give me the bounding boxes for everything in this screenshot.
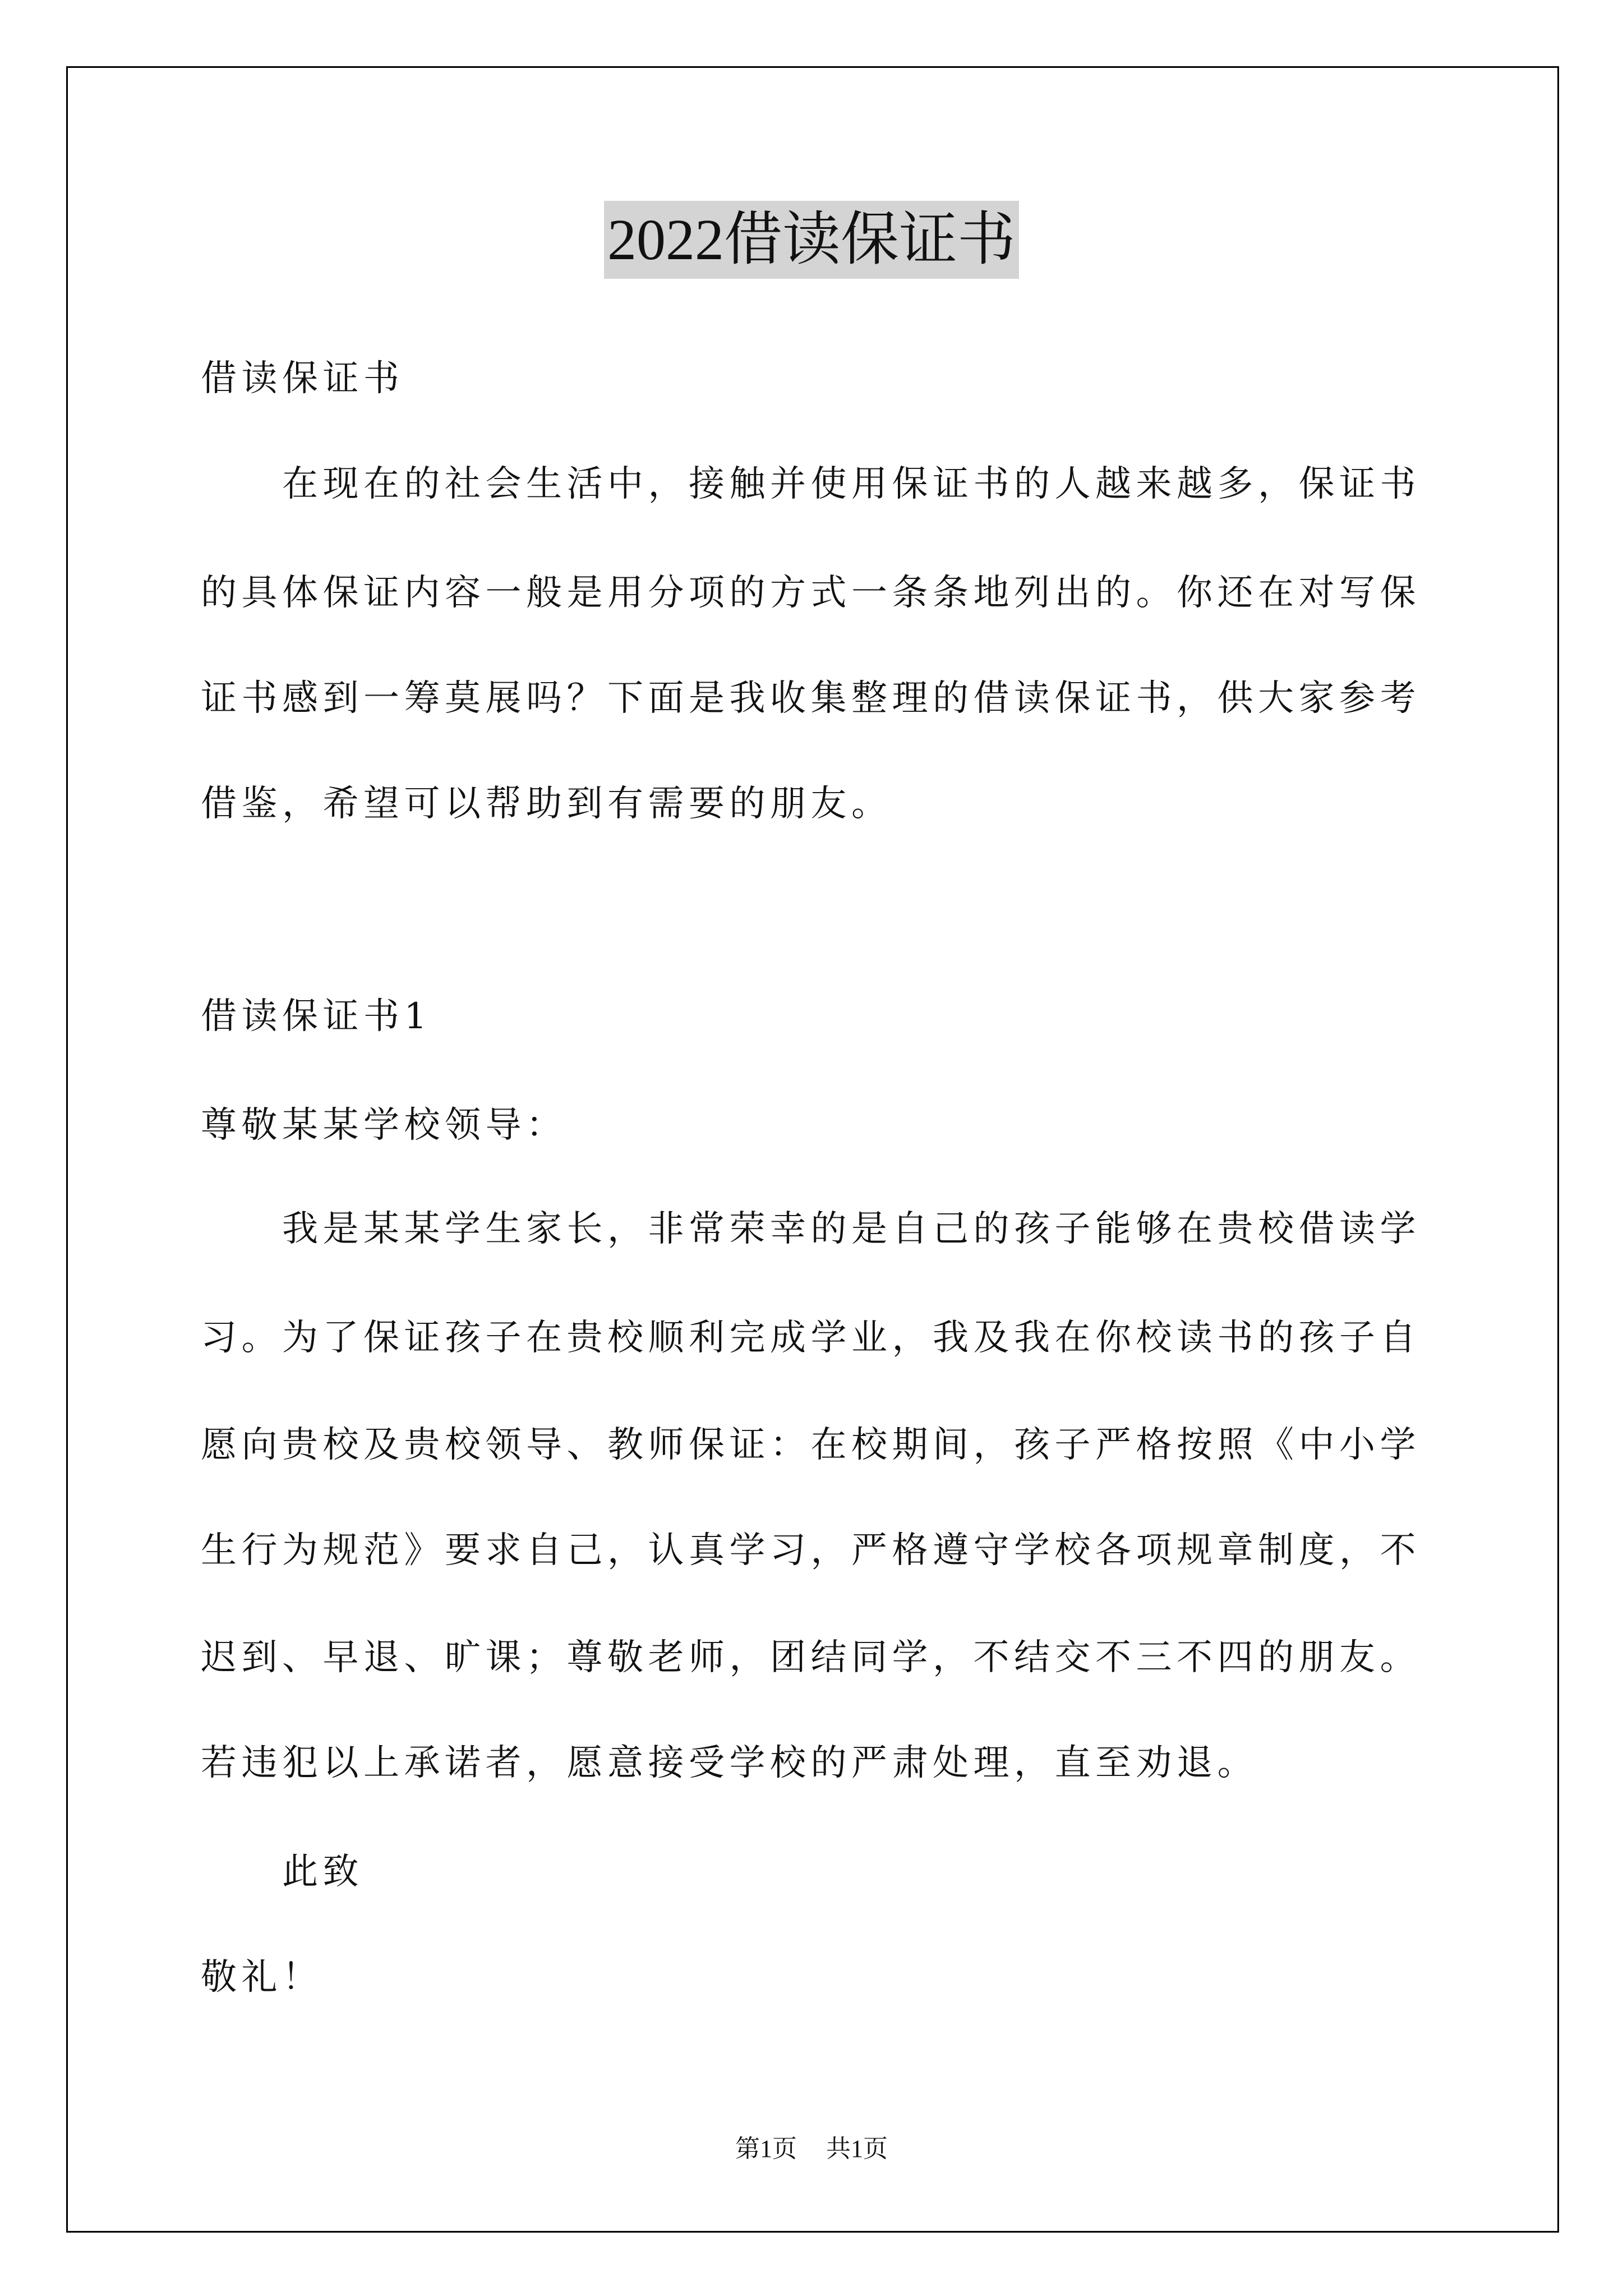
page-number: 第1页 bbox=[735, 2135, 797, 2162]
intro-line: 借鉴，希望可以帮助到有需要的朋友。 bbox=[201, 783, 892, 825]
document-heading: 借读保证书 bbox=[201, 358, 404, 399]
body-line: 我是某某学生家长，非常荣幸的是自己的孩子能够在贵校借读学 bbox=[282, 1208, 1421, 1250]
intro-line: 在现在的社会生活中，接触并使用保证书的人越来越多，保证书 bbox=[282, 463, 1421, 505]
salutation: 尊敬某某学校领导： bbox=[201, 1105, 567, 1146]
intro-line: 的具体保证内容一般是用分项的方式一条条地列出的。你还在对写保 bbox=[201, 572, 1421, 614]
body-line: 若违犯以上承诺者，愿意接受学校的严肃处理，直至劝退。 bbox=[201, 1742, 1258, 1784]
body-line: 愿向贵校及贵校领导、教师保证：在校期间，孩子严格按照《中小学 bbox=[201, 1424, 1421, 1466]
page-total: 共1页 bbox=[826, 2135, 888, 2162]
body-line: 习。为了保证孩子在贵校顺利完成学业，我及我在你校读书的孩子自 bbox=[201, 1317, 1421, 1359]
closing-line-1: 此致 bbox=[282, 1851, 363, 1893]
page-footer bbox=[0, 2132, 1623, 2166]
body-line: 迟到、早退、旷课；尊敬老师，团结同学，不结交不三不四的朋友。 bbox=[201, 1637, 1421, 1678]
closing-line-2: 敬礼！ bbox=[201, 1957, 323, 1998]
title-row bbox=[0, 201, 1623, 279]
intro-line: 证书感到一筹莫展吗？下面是我收集整理的借读保证书，供大家参考 bbox=[201, 678, 1421, 719]
section-title: 借读保证书1 bbox=[201, 996, 432, 1037]
document-title: 2022借读保证书 bbox=[604, 201, 1019, 279]
body-line: 生行为规范》要求自己，认真学习，严格遵守学校各项规章制度，不 bbox=[201, 1530, 1421, 1571]
